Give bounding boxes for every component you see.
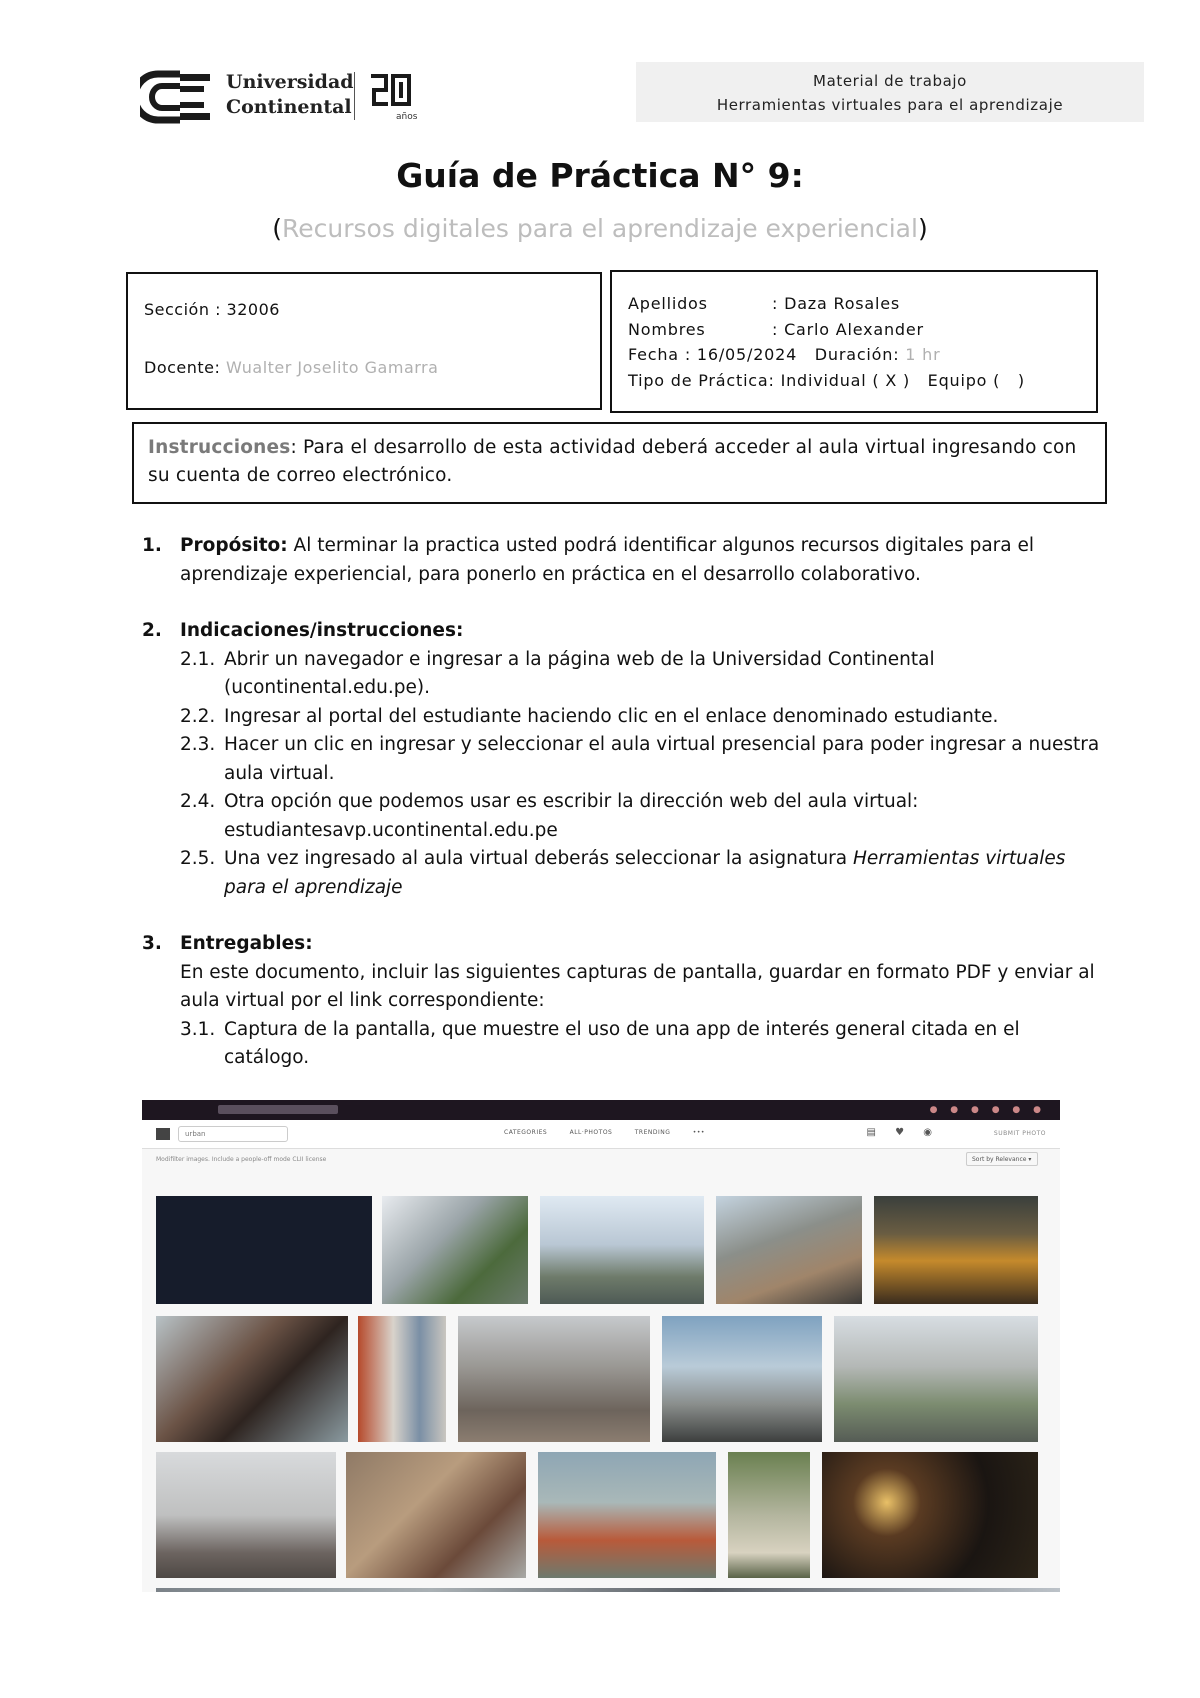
app-nav-icons: ▤ ♥ ◉ <box>866 1127 940 1138</box>
item-text: Una vez ingresado al aula virtual deberás seleccionar la asignatura <box>224 848 853 869</box>
fecha-value: : 16/05/2024 <box>684 345 798 364</box>
photo-thumbnail <box>346 1452 526 1578</box>
photo-thumbnail <box>662 1316 822 1442</box>
photo-thumbnail <box>716 1196 862 1304</box>
instructions-label: Instrucciones <box>148 437 291 458</box>
university-logo <box>140 64 430 134</box>
apellidos-label: Apellidos <box>628 294 708 313</box>
section-entregables <box>142 930 1102 1073</box>
photo-thumbnail <box>834 1316 1038 1442</box>
list-item <box>180 731 1102 788</box>
nombres-row <box>628 320 924 339</box>
duracion-label: Duración: <box>814 345 900 364</box>
item-number: 2.5. <box>180 848 216 869</box>
list-item <box>180 845 1102 902</box>
nombres-label: Nombres <box>628 320 706 339</box>
app-screenshot <box>142 1100 1060 1592</box>
section-number: 3. <box>142 933 162 954</box>
instructions-text: : Para el desarrollo de esta actividad deberá acceder al aula virtual ingresando con su cuenta de correo electrónico. <box>148 437 1077 486</box>
material-line-1: Material de trabajo <box>813 72 967 90</box>
item-text: Ingresar al portal del estudiante haciendo clic en el enlace denominado estudiante. <box>224 705 999 727</box>
section-number: 1. <box>142 535 162 556</box>
app-info-text: Modifilter images. Include a people-off mode CLII license <box>156 1156 327 1163</box>
photo-thumbnail <box>156 1196 372 1304</box>
list-item <box>180 646 1102 703</box>
item-italic: Herramientas virtuales para el aprendizaje <box>224 848 1066 898</box>
docente-row <box>144 358 438 377</box>
main-content <box>142 532 1102 1073</box>
section-text: En este documento, incluir las siguientes capturas de pantalla, guardar en formato PDF y enviar al aula virtual por el link correspondiente: <box>180 961 1095 1011</box>
browser-extension-icons: ● ● ● ● ● ● <box>929 1105 1046 1115</box>
docente-value: Wualter Joselito Gamarra <box>226 358 439 377</box>
app-submit-link: SUBMIT PHOTO <box>993 1130 1046 1137</box>
page-title: Guía de Práctica N° 9: <box>396 156 804 195</box>
photo-thumbnail <box>538 1452 716 1578</box>
docente-label: Docente: <box>144 358 221 377</box>
logo-divider <box>354 72 355 120</box>
subtitle-open: ( <box>272 214 283 243</box>
section-title: Propósito: <box>180 535 288 556</box>
item-text: Abrir un navegador e ingresar a la página web de la Universidad Continental (ucontinental.edu.pe). <box>224 648 935 698</box>
photo-thumbnail <box>156 1316 348 1442</box>
subtitle-text: Recursos digitales para el aprendizaje experiencial <box>282 214 918 243</box>
section-info-box <box>126 272 602 410</box>
photo-thumbnail <box>540 1196 704 1304</box>
photo-thumbnail <box>458 1316 650 1442</box>
seccion-value: : 32006 <box>215 300 280 319</box>
photo-row-partial <box>156 1588 1060 1592</box>
continental-logo-icon <box>140 70 216 126</box>
photo-thumbnail <box>156 1452 336 1578</box>
seccion-label: Sección <box>144 300 210 319</box>
tipo-practica-row: Tipo de Práctica: Individual ( X ) Equipo ( ) <box>628 371 1025 390</box>
list-item <box>180 788 1102 845</box>
item-text: Hacer un clic en ingresar y seleccionar el aula virtual presencial para poder ingresar a nuestra aula virtual. <box>224 734 1100 784</box>
photo-thumbnail <box>822 1452 1038 1578</box>
browser-url-bar <box>218 1105 338 1114</box>
fecha-label: Fecha <box>628 345 679 364</box>
page-subtitle <box>0 214 1200 243</box>
photo-thumbnail <box>728 1452 810 1578</box>
photo-thumbnail <box>382 1196 528 1304</box>
list-item <box>180 1016 1102 1073</box>
twenty-years-icon <box>368 72 412 108</box>
seccion-row <box>144 300 280 319</box>
subtitle-close: ) <box>917 214 928 243</box>
student-info-box <box>610 270 1098 413</box>
photo-thumbnail <box>874 1196 1038 1304</box>
logo-line-2: Continental <box>226 96 352 118</box>
apellidos-row <box>628 294 900 313</box>
item-number: 3.1. <box>180 1018 216 1040</box>
app-menu: CATEGORIES ALL·PHOTOS TRENDING ••• <box>504 1129 705 1136</box>
item-number: 2.3. <box>180 734 216 755</box>
material-box <box>636 62 1144 122</box>
app-logo-icon <box>156 1128 170 1140</box>
app-sort-select: Sort by Relevance ▾ <box>966 1152 1038 1166</box>
app-navbar <box>142 1120 1060 1149</box>
item-text: Otra opción que podemos usar es escribir la dirección web del aula virtual: estudiantesavp.ucontinental.edu.pe <box>224 791 919 841</box>
nombres-value: : Carlo Alexander <box>772 320 924 339</box>
item-number: 2.4. <box>180 791 216 812</box>
logo-line-1: Universidad <box>226 71 354 93</box>
section-text: Al terminar la practica usted podrá identificar algunos recursos digitales para el aprendizaje experiencial, para ponerlo en práctica en el desarrollo colaborativo. <box>180 535 1035 585</box>
browser-titlebar <box>142 1100 1060 1120</box>
item-text: Captura de la pantalla, que muestre el uso de una app de interés general citada en el catálogo. <box>224 1018 1020 1068</box>
section-title: Indicaciones/instrucciones: <box>180 620 464 641</box>
item-number: 2.2. <box>180 705 216 727</box>
list-item <box>180 703 1102 732</box>
material-line-2: Herramientas virtuales para el aprendizaje <box>716 96 1064 114</box>
section-number: 2. <box>142 620 162 641</box>
instructions-box <box>132 422 1107 504</box>
fecha-row <box>628 345 940 364</box>
section-title: Entregables: <box>180 933 313 954</box>
section-proposito <box>142 532 1102 589</box>
app-search-input: urban <box>178 1126 288 1142</box>
duracion-value: 1 hr <box>905 345 941 364</box>
section-indicaciones <box>142 617 1102 902</box>
logo-anos: años <box>396 112 418 122</box>
photo-thumbnail <box>358 1316 446 1442</box>
apellidos-value: : Daza Rosales <box>772 294 901 313</box>
item-number: 2.1. <box>180 648 216 670</box>
